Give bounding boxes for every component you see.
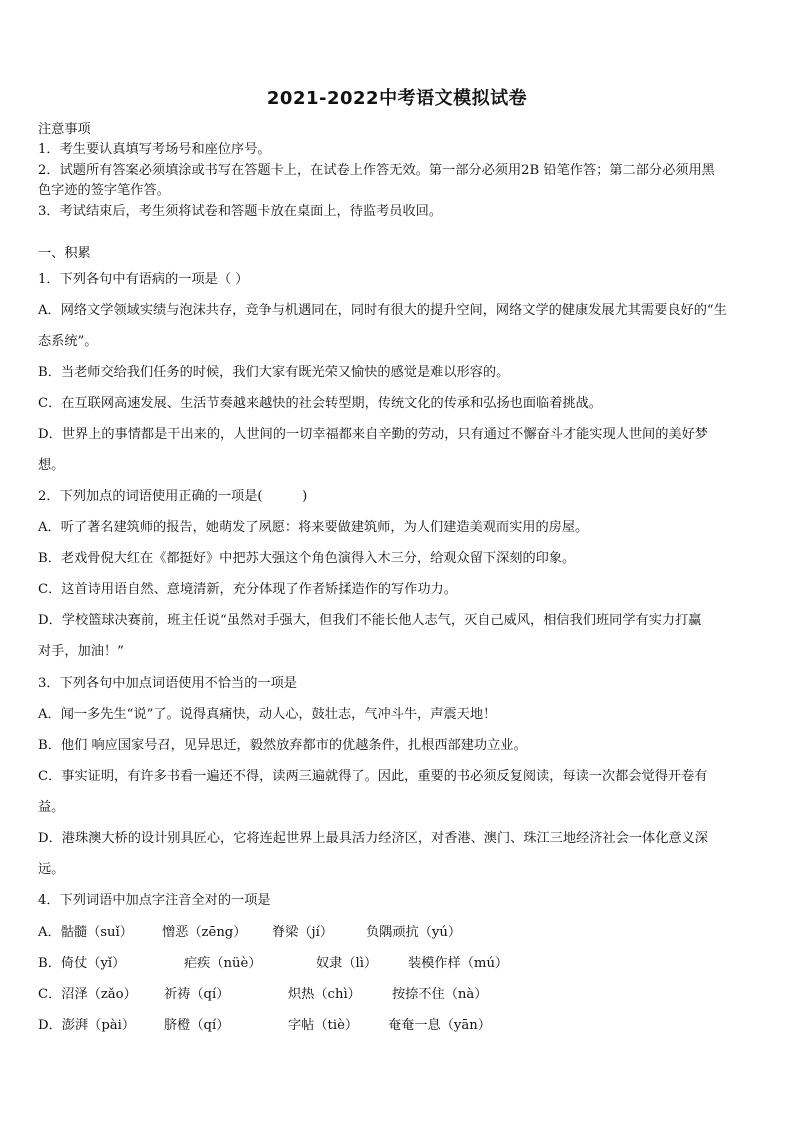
q3-option-c: C．事实证明，有许多书看一遍还不得，读两三遍就得了。因此，重要的书必须反复阅读，每读一次都会觉得开卷有 bbox=[38, 769, 708, 784]
q4-a-word-2: 憎恶（zēng） bbox=[162, 925, 247, 940]
q1-option-c: C．在互联网高速发展、生活节奏越来越快的社会转型期，传统文化的传承和弘扬也面临着挑战。 bbox=[38, 396, 602, 411]
q3-option-d-cont: 远。 bbox=[38, 862, 65, 877]
q3-option-b: B．他们 响应国家号召，见异思迁，毅然放弃都市的优越条件，扎根西部建功立业。 bbox=[38, 738, 527, 753]
notice-item-1: 1．考生要认真填写考场号和座位序号。 bbox=[38, 142, 271, 157]
q2-option-b: B．老戏骨倪大红在《都挺好》中把苏大强这个角色演得入木三分，给观众留下深刻的印象。 bbox=[38, 551, 576, 566]
q4-option-c bbox=[38, 985, 762, 1005]
q4-c-word-2: 祈祷（qí） bbox=[164, 987, 230, 1002]
q1-option-a-cont: 态系统”。 bbox=[38, 334, 98, 349]
q4-d-word-2: 脐橙（qí） bbox=[164, 1018, 230, 1033]
q3-option-c-cont: 益。 bbox=[38, 800, 65, 815]
q3-option-a: A．闻一多先生“说”了。说得真痛快，动人心，鼓壮志，气冲斗牛，声震天地！ bbox=[38, 707, 497, 722]
q4-d-word-1: D．澎湃（pài） bbox=[38, 1018, 136, 1033]
exam-title: 2021-2022中考语文模拟试卷 bbox=[266, 88, 528, 109]
q2-option-c: C．这首诗用语自然、意境清新，充分体现了作者矫揉造作的写作功力。 bbox=[38, 582, 457, 597]
section-heading: 一、积累 bbox=[38, 246, 91, 261]
q1-option-d-cont: 想。 bbox=[38, 458, 65, 473]
q2-option-a: A．听了著名建筑师的报告，她萌发了夙愿：将来要做建筑师，为人们建造美观而实用的房屋。 bbox=[38, 520, 589, 535]
q4-c-word-3: 炽热（chì） bbox=[288, 987, 361, 1002]
q4-c-word-1: C．沼泽（zǎo） bbox=[38, 987, 137, 1002]
q2-option-d-cont: 对手，加油！” bbox=[38, 644, 124, 659]
q4-c-word-4: 按捺不住（nà） bbox=[392, 987, 488, 1002]
notice-item-2: 2．试题所有答案必须填涂或书写在答题卡上，在试卷上作答无效。第一部分必须用2B 铅笔作答；第二部分必须用黑 bbox=[38, 163, 715, 178]
q4-a-word-3: 脊梁（jí） bbox=[272, 925, 334, 940]
q4-d-word-4: 奄奄一息（yān） bbox=[388, 1018, 491, 1033]
notice-item-3: 3．考试结束后，考生须将试卷和答题卡放在桌面上，待监考员收回。 bbox=[38, 204, 443, 219]
q4-a-word-4: 负隅顽抗（yú） bbox=[366, 925, 462, 940]
q4-stem: 4．下列词语中加点字注音全对的一项是 bbox=[38, 893, 271, 908]
q2-stem: 2．下列加点的词语使用正确的一项是( ) bbox=[38, 489, 308, 504]
q4-b-word-2: 疟疾（nüè） bbox=[184, 956, 262, 971]
q4-b-word-1: B．倚仗（yǐ） bbox=[38, 956, 126, 971]
q4-option-a bbox=[38, 923, 762, 943]
notice-item-2-cont: 色字迹的签字笔作答。 bbox=[38, 183, 170, 198]
q1-option-a: A．网络文学领域实绩与泡沫共存，竞争与机遇同在，同时有很大的提升空间，网络文学的健康发展尤其需要良好的“生 bbox=[38, 303, 727, 318]
q4-option-b bbox=[38, 954, 762, 974]
q3-option-d: D．港珠澳大桥的设计别具匠心，它将连起世界上最具活力经济区，对香港、澳门、珠江三地经济社会一体化意义深 bbox=[38, 831, 708, 846]
q4-d-word-3: 字帖（tiè） bbox=[288, 1018, 359, 1033]
q1-option-b: B．当老师交给我们任务的时候，我们大家有既光荣又愉快的感觉是难以形容的。 bbox=[38, 365, 510, 380]
q1-stem: 1．下列各句中有语病的一项是（ ） bbox=[38, 272, 249, 287]
q4-a-word-1: A．骷髓（suǐ） bbox=[38, 925, 133, 940]
q3-stem: 3．下列各句中加点词语使用不恰当的一项是 bbox=[38, 676, 297, 691]
q4-option-d bbox=[38, 1016, 762, 1036]
q4-b-word-4: 装模作样（mú） bbox=[408, 956, 509, 971]
notice-heading: 注意事项 bbox=[38, 122, 91, 137]
q2-option-d: D．学校篮球决赛前，班主任说“虽然对手强大，但我们不能长他人志气，灭自己威风，相信我们班同学有实力打赢 bbox=[38, 613, 702, 628]
q4-b-word-3: 奴隶（lì） bbox=[316, 956, 378, 971]
q1-option-d: D．世界上的事情都是干出来的，人世间的一切幸福都来自辛勤的劳动，只有通过不懈奋斗才能实现人世间的美好梦 bbox=[38, 427, 708, 442]
